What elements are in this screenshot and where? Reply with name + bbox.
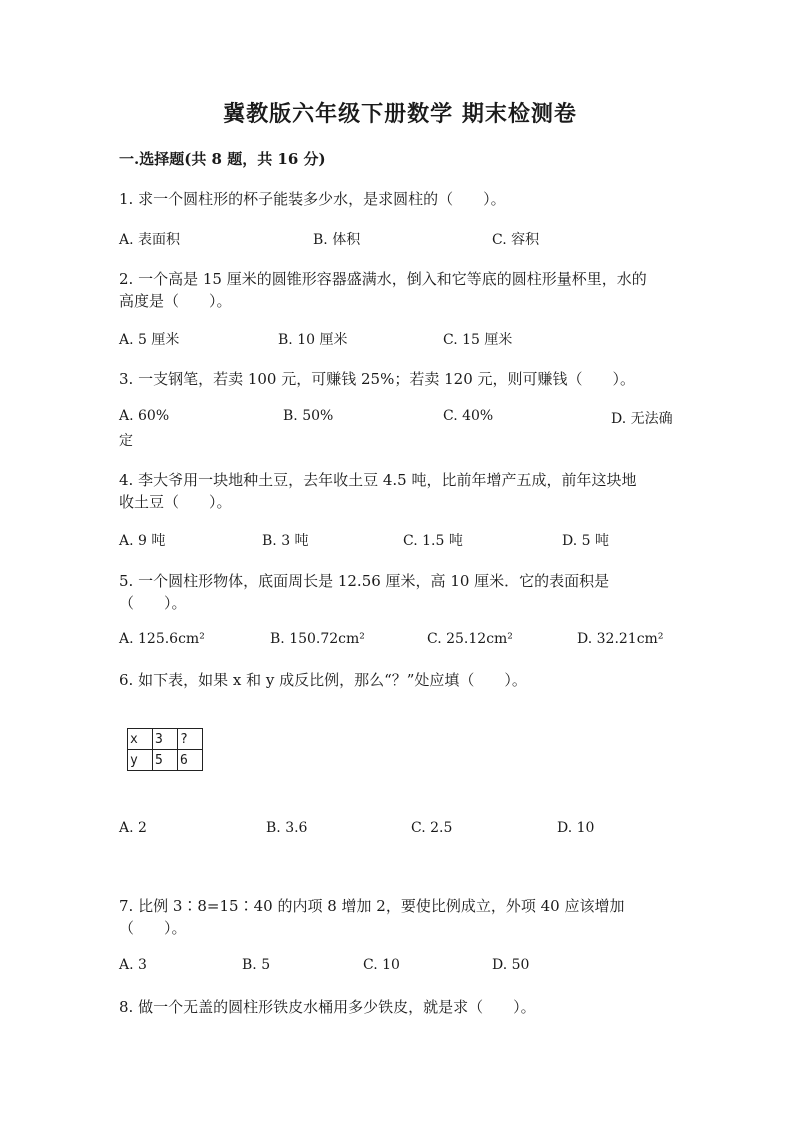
question-4-text-cont: 收土豆（ ）。 [119,493,232,511]
q3-option-c: C. 40% [443,408,494,424]
q6-option-a: A. 2 [119,820,147,836]
question-2-text-cont: 高度是（ ）。 [119,292,232,310]
question-8-text: 8. 做一个无盖的圆柱形铁皮水桶用多少铁皮，就是求（ ）。 [119,998,536,1016]
q1-option-b: B. 体积 [313,232,361,248]
question-7-text-cont: （ ）。 [119,919,187,937]
table-cell: 6 [178,750,203,771]
question-6-text: 6. 如下表，如果 x 和 y 成反比例，那么“？”处应填（ ）。 [119,671,527,689]
q1-option-c: C. 容积 [492,232,540,248]
ratio-table [127,728,203,771]
table-cell: ? [178,729,203,750]
q3-option-a: A. 60% [119,408,170,424]
question-2-text: 2. 一个高是 15 厘米的圆锥形容器盛满水，倒入和它等底的圆柱形量杯里，水的 [119,270,647,288]
q5-option-a: A. 125.6cm² [119,631,205,647]
q7-option-d: D. 50 [492,957,530,973]
page-title: 冀教版六年级下册数学 期末检测卷 [223,101,577,127]
question-7-text: 7. 比例 3∶8=15∶40 的内项 8 增加 2，要使比例成立，外项 40 应该增加 [119,897,625,915]
q5-option-d: D. 32.21cm² [577,631,664,647]
q3-option-b: B. 50% [283,408,334,424]
table-cell: 3 [153,729,178,750]
q2-option-a: A. 5 厘米 [119,332,180,348]
q4-option-b: B. 3 吨 [262,533,309,549]
question-4-text: 4. 李大爷用一块地种土豆，去年收土豆 4.5 吨，比前年增产五成，前年这块地 [119,471,637,489]
table-cell: x [128,729,153,750]
q5-option-b: B. 150.72cm² [270,631,365,647]
table-cell: 5 [153,750,178,771]
question-3-text: 3. 一支钢笔，若卖 100 元，可赚钱 25%；若卖 120 元，则可赚钱（ ）。 [119,370,636,388]
table-cell: y [128,750,153,771]
q5-option-c: C. 25.12cm² [427,631,513,647]
q4-option-d: D. 5 吨 [562,533,609,549]
q2-option-b: B. 10 厘米 [278,332,348,348]
question-1-text: 1. 求一个圆柱形的杯子能装多少水，是求圆柱的（ ）。 [119,190,506,208]
q4-option-c: C. 1.5 吨 [403,533,463,549]
q2-option-c: C. 15 厘米 [443,332,513,348]
question-5-text: 5. 一个圆柱形物体，底面周长是 12.56 厘米，高 10 厘米．它的表面积是 [119,572,610,590]
q4-option-a: A. 9 吨 [119,533,166,549]
q6-option-c: C. 2.5 [411,820,453,836]
q1-option-a: A. 表面积 [119,232,181,248]
q7-option-c: C. 10 [363,957,400,973]
q7-option-a: A. 3 [119,957,147,973]
question-5-text-cont: （ ）。 [119,594,187,612]
q6-option-d: D. 10 [557,820,595,836]
q6-option-b: B. 3.6 [266,820,308,836]
q3-option-d-cont: 定 [119,433,133,449]
q7-option-b: B. 5 [242,957,271,973]
section-heading: 一.选择题(共 8 题，共 16 分) [119,150,326,168]
table-row [128,729,203,750]
q3-option-d: D. 无法确 [611,411,673,427]
table-row [128,750,203,771]
